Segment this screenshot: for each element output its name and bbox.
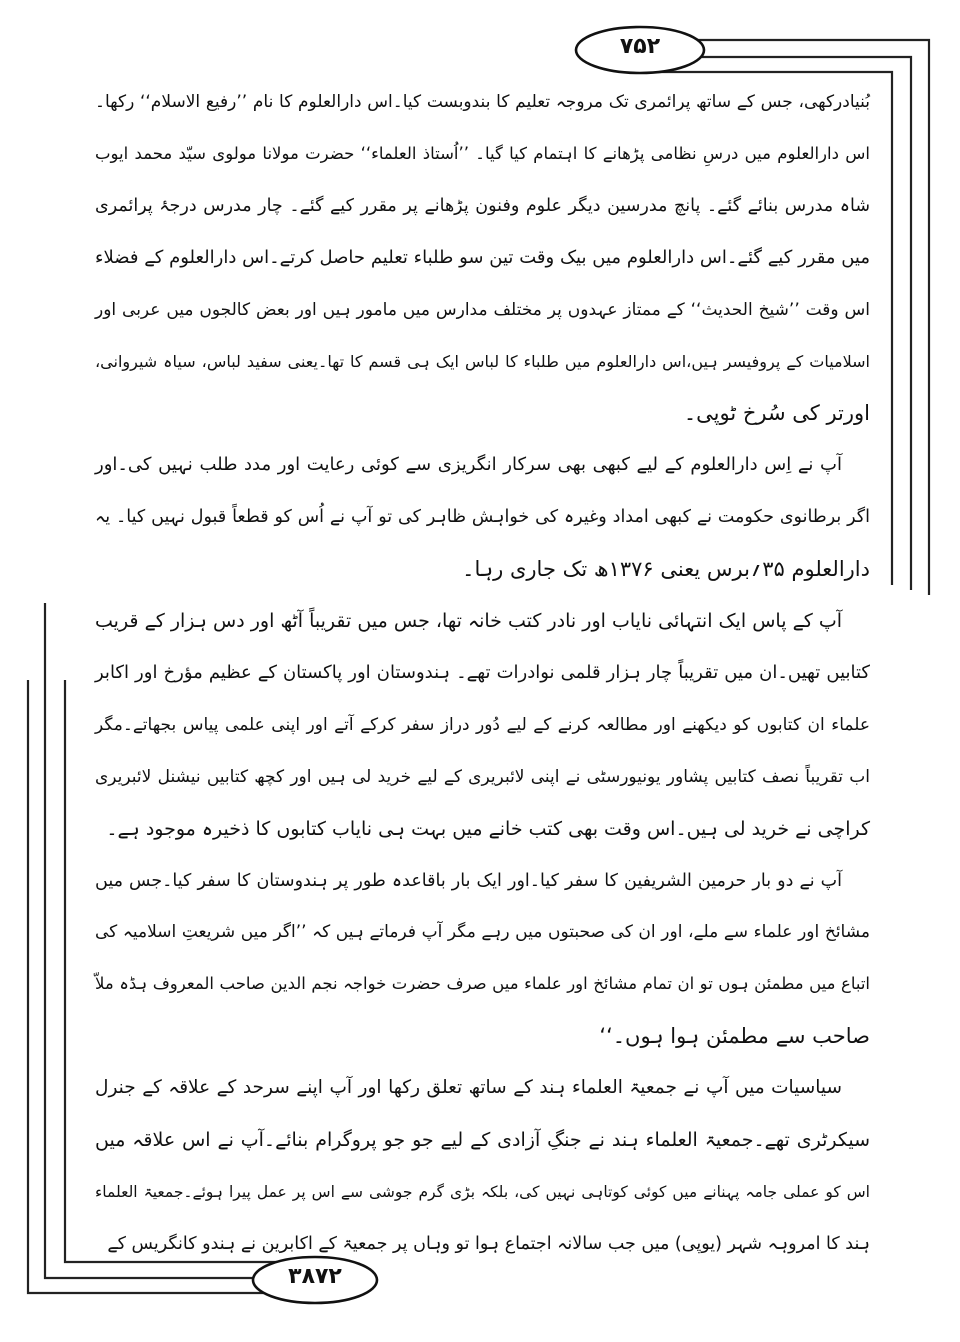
text-line: اگر برطانوی حکومت نے کبھی امداد وغیرہ کی خواہش ظاہر کی تو آپ نے اُس کو قطعاً قبول نہیں کیا۔ یہ [95,507,870,528]
text-line: آپ کے پاس ایک انتہائی نایاب اور نادر کتب خانہ تھا، جس میں تقریباً آٹھ اور دس ہزار کے قریب [95,610,842,632]
text-line: سیاسیات میں آپ نے جمعیۃ العلماء ہند کے ساتھ تعلق رکھا اور آپ اپنے سرحد کے علاقہ کے جنرل [95,1077,842,1099]
text-line: صاحب سے مطمئن ہوا ہوں۔‘‘ [599,1024,870,1049]
text-line: آپ نے اِس دارالعلوم کے لیے کبھی بھی سرکار انگریزی سے کوئی رعایت اور مدد طلب نہیں کی۔اور [95,454,842,476]
text-line: مشائخ اور علماء سے ملے، اور ان کی صحبتوں میں رہے مگر آپ فرماتے ہیں کہ ’’اگر میں شریعتِ اسلامیہ کی [95,922,870,943]
text-line: اس وقت ’’شیخ الحدیث‘‘ کے ممتاز عہدوں پر مختلف مدارس میں مامور ہیں اور بعض کالجوں میں عربی اور [95,299,870,320]
text-line: اورتر کی سُرخ ٹوپی۔ [683,401,870,426]
text-line: شاہ مدرس بنائے گئے۔ پانچ مدرسین دیگر علوم وفنون پڑھانے پر مقرر کیے گئے۔ چار مدرس درجۂ پرائمری [95,195,870,216]
text-line: اب تقریباً نصف کتابیں پشاور یونیورسٹی نے اپنی لائبریری کے لیے خرید لی ہیں اور کچھ کتابیں نیشنل لائبریری [95,766,870,787]
text-line: اتباع میں مطمئن ہوں تو ان تمام مشائخ اور علماء میں صرف حضرت خواجہ نجم الدین صاحب المعروف ہڈہ ملاّ [95,974,870,994]
text-line: کراچی نے خرید لی ہیں۔اس وقت بھی کتب خانے میں بہت ہی نایاب کتابوں کا ذخیرہ موجود ہے۔ [106,817,870,840]
text-line: دارالعلوم ۳۵؍برس یعنی ۱۳۷۶ھ تک جاری رہا۔ [462,557,870,582]
page-number-top: ۷۵۲ [619,34,661,59]
body-text [95,0,870,1342]
text-line: اس دارالعلوم میں درسِ نظامی پڑھانے کا اہتمام کیا گیا۔ ’’اُستاذ العلماء‘‘ حضرت مولانا مولوی سیّد محمد ایوب [95,143,870,163]
text-line: اس کو عملی جامہ پہنانے میں کوئی کوتاہی نہیں کی، بلکہ بڑی گرم جوشی سے اس پر عمل پیرا ہوئے۔جمعیۃ العلماء [95,1182,870,1201]
text-line: ہند کا امروہہ شہر (یوپی) میں جب سالانہ اجتماع ہوا تو وہاں پر جمعیۃ کے اکابرین نے ہندو کانگریس کے [107,1233,870,1254]
page-number-bottom: ۳۸۷۲ [288,1264,342,1289]
text-line: آپ نے دو بار حرمین الشریفین کا سفر کیا۔اور ایک بار باقاعدہ طور پر ہندوستان کا سفر کیا۔جس میں [95,870,842,891]
text-line: بُنیادرکھی، جس کے ساتھ پرائمری تک مروجہ تعلیم کا بندوبست کیا۔اس دارالعلوم کا نام ’’رفیع الاسلام‘‘ رکھا۔ [95,92,870,112]
text-line: اسلامیات کے پروفیسر ہیں،اس دارالعلوم میں طلباء کا لباس ایک ہی قسم کا تھا۔یعنی سفید لباس، سیاہ شیروانی، [95,351,870,371]
text-line: سیکرٹری تھے۔جمعیۃ العلماء ہند نے جنگِ آزادی کے لیے جو جو پروگرام بنائے۔آپ نے اس علاقہ میں [95,1129,870,1151]
text-line: میں مقرر کیے گئے۔اس دارالعلوم میں بیک وقت تین سو طلباء تعلیم حاصل کرتے۔اس دارالعلوم کے فضلاء [95,246,870,268]
text-line: علماء ان کتابوں کو دیکھنے اور مطالعہ کرنے کے لیے دُور دراز سفر کرکے آتے اور اپنی علمی پیاس بجھاتے۔مگر [95,714,870,735]
text-line: کتابیں تھیں۔ان میں تقریباً چار ہزار قلمی نوادرات تھے۔ ہندوستان اور پاکستان کے عظیم مؤرخ اور اکابر [95,661,870,683]
